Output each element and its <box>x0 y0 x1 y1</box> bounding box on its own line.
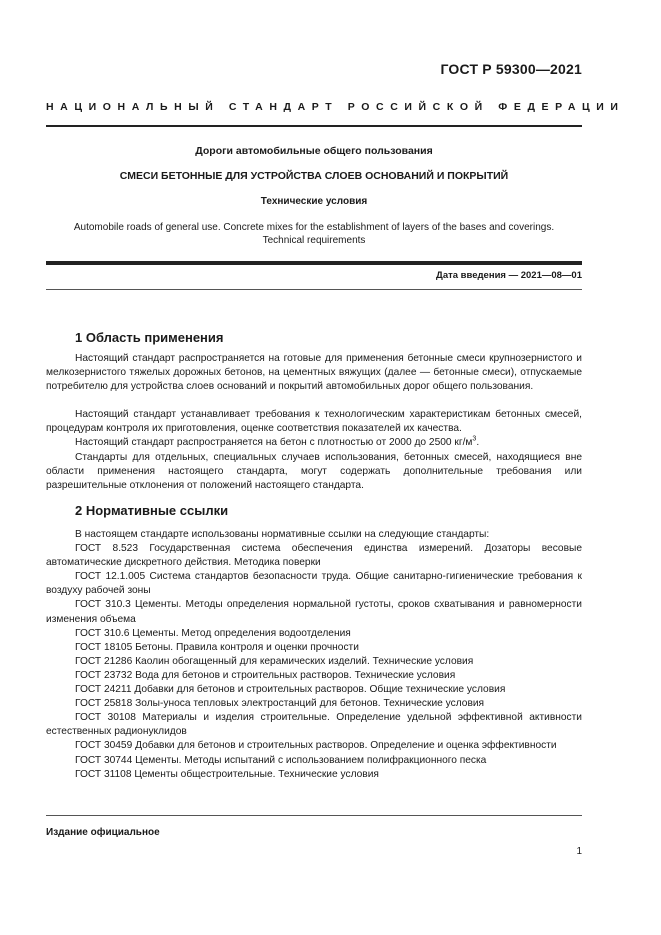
section-1-paragraph-2: Настоящий стандарт устанавливает требования к технологическим характеристикам бетонных смесей, процедурам контроля их приготовления, оценке соответствия показателей их качества. <box>46 409 582 435</box>
section-1-paragraph-3: Настоящий стандарт распространяется на бетон с плотностью от 2000 до 2500 $кг/м^3$. <box>75 435 480 448</box>
title-divider-thick <box>46 261 582 265</box>
official-edition-label: Издание официальное <box>46 827 160 838</box>
reference-item: ГОСТ 12.1.005 Система стандартов безопасности труда. Общие санитарно-гигиенические требования к воздуху рабочей зоны <box>46 571 582 597</box>
section-1-paragraph-4: Стандарты для отдельных, специальных случаев использования, бетонных смесей, находящиеся вне области применения настоящего стандарта, могут содержать дополнительные требования или разрешительные отклонения от положений настоящего стандарта. <box>46 452 582 492</box>
introduction-date: Дата введения — 2021—08—01 <box>436 270 582 281</box>
references-intro: В настоящем стандарте использованы нормативные ссылки на следующие стандарты: <box>75 529 490 540</box>
normative-references <box>46 528 582 782</box>
page-number: 1 <box>576 846 582 857</box>
reference-item: ГОСТ 18105 Бетоны. Правила контроля и оценки прочности <box>75 641 359 653</box>
document-subtitle: Дороги автомобильные общего пользования <box>195 145 433 157</box>
superscript: 3 <box>472 435 477 443</box>
header-divider <box>46 125 582 127</box>
section-1-heading: 1 Область применения <box>75 330 224 345</box>
reference-item: ГОСТ 31108 Цементы общестроительные. Технические условия <box>75 768 379 780</box>
reference-item: ГОСТ 310.3 Цементы. Методы определения нормальной густоты, сроков схватывания и равномерности изменения объема <box>46 599 582 625</box>
footer-divider <box>46 815 582 816</box>
reference-item: ГОСТ 21286 Каолин обогащенный для керамических изделий. Технические условия <box>75 655 474 667</box>
reference-item: ГОСТ 25818 Золы-уноса тепловых электростанций для бетонов. Технические условия <box>75 698 485 710</box>
section-2-heading: 2 Нормативные ссылки <box>75 503 229 518</box>
reference-item: ГОСТ 310.6 Цементы. Метод определения водоотделения <box>75 627 351 639</box>
reference-item: ГОСТ 30744 Цементы. Методы испытаний с использованием полифракционного песка <box>75 754 487 766</box>
english-title-line-2: Technical requirements <box>262 235 366 246</box>
document-spec-label: Технические условия <box>260 196 368 207</box>
national-standard-heading: НАЦИОНАЛЬНЫЙ СТАНДАРТ РОССИЙСКОЙ ФЕДЕРАЦИИ <box>46 101 625 113</box>
reference-item: ГОСТ 24211 Добавки для бетонов и строительных растворов. Общие технические условия <box>75 684 506 696</box>
reference-item: ГОСТ 23732 Вода для бетонов и строительных растворов. Технические условия <box>75 669 456 681</box>
english-title <box>46 221 582 247</box>
reference-item: ГОСТ 30108 Материалы и изделия строительные. Определение удельной эффективной активности естественных радионуклидов <box>46 712 582 738</box>
english-title-line-1: Automobile roads of general use. Concrete mixes for the establishment of layers of the bases and coverings. <box>73 222 555 233</box>
section-1-paragraph-1: Настоящий стандарт распространяется на готовые для применения бетонные смеси крупнозернистого и мелкозернистого тяжелых дорожных бетонов, на цементных вяжущих (далее — бетонные смеси), отпускаемые потребителю для устройства слоев оснований и покрытий автомобильных дорог общего пользования. <box>46 353 582 393</box>
date-divider <box>46 289 582 290</box>
reference-item: ГОСТ 8.523 Государственная система обеспечения единства измерений. Дозаторы весовые автоматические дискретного действия. Методика поверки <box>46 543 582 569</box>
document-title: СМЕСИ БЕТОННЫЕ ДЛЯ УСТРОЙСТВА СЛОЕВ ОСНОВАНИЙ И ПОКРЫТИЙ <box>119 170 509 182</box>
reference-item: ГОСТ 30459 Добавки для бетонов и строительных растворов. Определение и оценка эффективности <box>75 740 557 752</box>
document-number: ГОСТ Р 59300—2021 <box>440 61 582 77</box>
